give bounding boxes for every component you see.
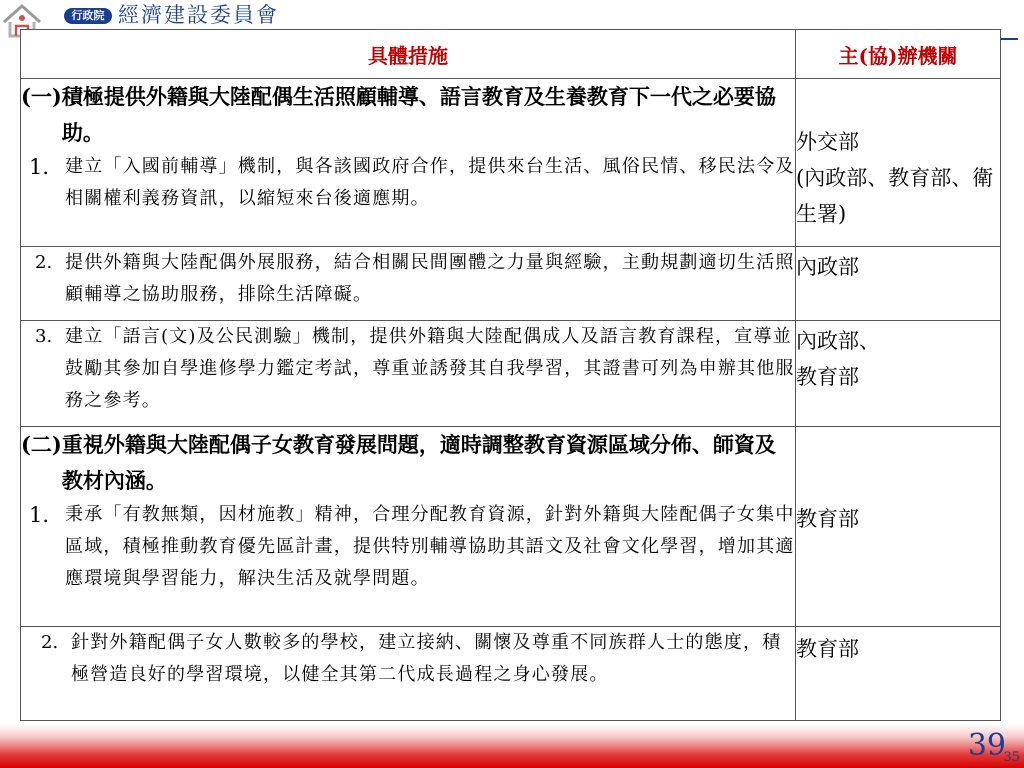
table-row bbox=[21, 79, 1001, 247]
agency-cell bbox=[796, 427, 1001, 627]
page-sub-number: 35 bbox=[1003, 750, 1020, 765]
org-name: 經濟建設委員會 bbox=[118, 3, 279, 27]
section-heading bbox=[21, 79, 795, 151]
item-text: 秉承「有教無類，因材施教」精神，合理分配教育資源，針對外籍與大陸配偶子女集中區域，積極推動教育優先區計畫，提供特別輔導協助其語文及社會文化學習，增加其適應環境與學習能力，解決生活及就學問題。 bbox=[65, 504, 795, 589]
item-text: 提供外籍與大陸配偶外展服務，結合相關民間團體之力量與經驗，主動規劃適切生活照顧輔導之協助服務，排除生活障礙。 bbox=[65, 252, 795, 305]
measure-cell bbox=[21, 427, 796, 627]
section-title: 積極提供外籍與大陸配偶生活照顧輔導、語言教育及生養教育下一代之必要協助。 bbox=[61, 84, 776, 145]
table-header-row bbox=[21, 30, 1001, 79]
table-row bbox=[21, 321, 1001, 427]
agency-text: 教育部 bbox=[796, 637, 859, 661]
agency-text: 外交部 (內政部、教育部、衛生署) bbox=[796, 129, 994, 226]
measure-cell bbox=[21, 627, 796, 721]
agency-text: 教育部 bbox=[796, 507, 859, 531]
item-text: 建立「語言(文)及公民測驗」機制，提供外籍與大陸配偶成人及語言教育課程，宣導並鼓勵其參加自學進修學力鑑定考試，尊重並誘發其自我學習，其證書可列為申辦其他服務之參考。 bbox=[65, 326, 795, 411]
item-text: 針對外籍配偶子女人數較多的學校，建立接納、關懷及尊重不同族群人士的態度，積極營造良好的學習環境，以健全其第二代成長過程之身心發展。 bbox=[71, 632, 782, 685]
item-number: 2. bbox=[41, 632, 59, 653]
section-number: (二) bbox=[21, 432, 62, 457]
agency-cell bbox=[796, 321, 1001, 427]
agency-text: 內政部 bbox=[796, 255, 859, 279]
item-text: 建立「入國前輔導」機制，與各該國政府合作，提供來台生活、風俗民情、移民法令及相關權利義務資訊，以縮短來台後適應期。 bbox=[65, 156, 795, 209]
item-number: 2. bbox=[35, 252, 53, 273]
table-row bbox=[21, 247, 1001, 321]
item-number: 3. bbox=[35, 326, 53, 347]
agency-cell bbox=[796, 247, 1001, 321]
page-number: 39 bbox=[967, 728, 1006, 763]
column-header-agency: 主(協)辦機關 bbox=[796, 30, 1001, 79]
footer-bar bbox=[0, 724, 1024, 768]
section-number: (一) bbox=[21, 84, 62, 109]
list-item bbox=[21, 321, 795, 417]
item-number: 1. bbox=[29, 503, 50, 527]
agency-text: 內政部、 教育部 bbox=[796, 329, 880, 389]
list-item bbox=[21, 627, 795, 691]
list-item bbox=[21, 151, 795, 215]
list-item bbox=[21, 499, 795, 595]
section-title: 重視外籍與大陸配偶子女教育發展問題，適時調整教育資源區域分佈、師資及教材內涵。 bbox=[61, 432, 776, 493]
measures-table bbox=[20, 29, 1001, 721]
measure-cell bbox=[21, 79, 796, 247]
agency-cell bbox=[796, 79, 1001, 247]
table-row bbox=[21, 627, 1001, 721]
agency-cell bbox=[796, 627, 1001, 721]
list-item bbox=[21, 247, 795, 311]
column-header-measures: 具體措施 bbox=[21, 30, 796, 79]
item-number: 1. bbox=[29, 155, 50, 179]
table-row bbox=[21, 427, 1001, 627]
measure-cell bbox=[21, 247, 796, 321]
org-badge: 行政院 bbox=[64, 8, 112, 24]
section-heading bbox=[21, 427, 795, 499]
measure-cell bbox=[21, 321, 796, 427]
